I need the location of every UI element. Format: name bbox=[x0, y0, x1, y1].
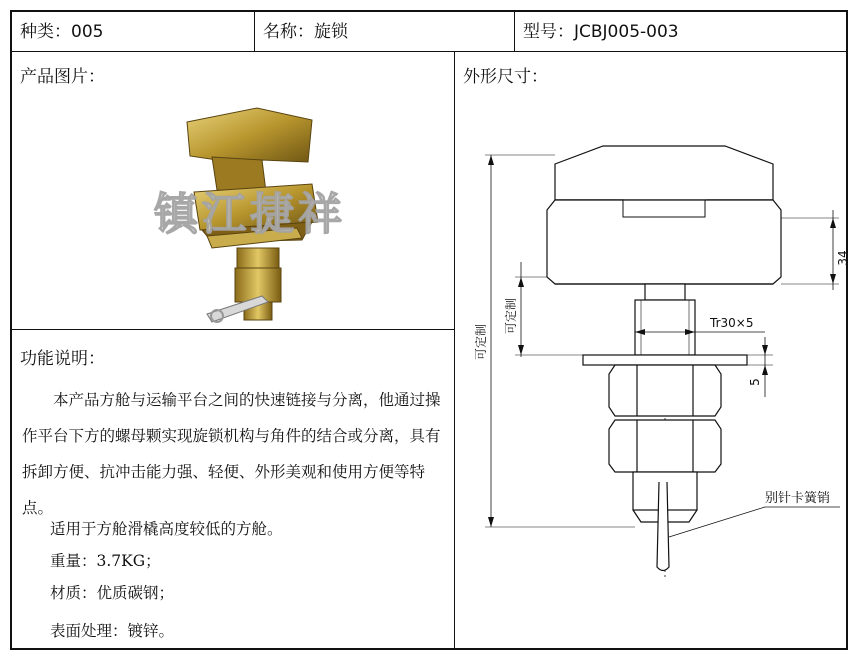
product-photo-section bbox=[12, 52, 454, 330]
product-name-cell: 名称：旋锁 bbox=[255, 12, 515, 52]
dim-5-label: 5 bbox=[748, 378, 762, 386]
dim-34-label: 34 bbox=[836, 250, 850, 266]
drawing-title: 外形尺寸： bbox=[463, 67, 548, 87]
right-column bbox=[455, 52, 850, 648]
thread-label: Tr30×5 bbox=[710, 316, 754, 330]
model-cell: 型号：JCBJ005-003 bbox=[515, 12, 846, 52]
product-photo bbox=[12, 52, 454, 330]
material-text: 材质：优质碳钢； bbox=[50, 584, 175, 602]
dimension-drawing bbox=[455, 52, 850, 648]
photo-section-title: 产品图片： bbox=[20, 67, 105, 87]
spec-sheet bbox=[10, 10, 848, 650]
description-body bbox=[22, 382, 446, 526]
description-title: 功能说明： bbox=[20, 349, 105, 369]
usage-text: 适用于方舱滑橇高度较低的方舱。 bbox=[50, 520, 283, 538]
left-column bbox=[12, 52, 455, 648]
description-paragraph: 本产品方舱与运输平台之间的快速链接与分离，他通过操作平台下方的螺母颗实现旋锁机构与角件的结合或分离，具有拆卸方便、抗冲击能力强、轻便、外形美观和使用方便等特点。 bbox=[22, 391, 441, 517]
adjustable-inner-label: 可定制 bbox=[504, 297, 518, 335]
surface-text: 表面处理：镀锌。 bbox=[50, 622, 175, 640]
category-cell: 种类：005 bbox=[12, 12, 255, 52]
pin-label: 别针卡簧销 bbox=[765, 491, 831, 506]
weight-text: 重量：3.7KG； bbox=[50, 552, 161, 570]
adjustable-outer-label: 可定制 bbox=[474, 323, 488, 361]
watermark-text: 镇江捷祥 bbox=[154, 189, 346, 240]
